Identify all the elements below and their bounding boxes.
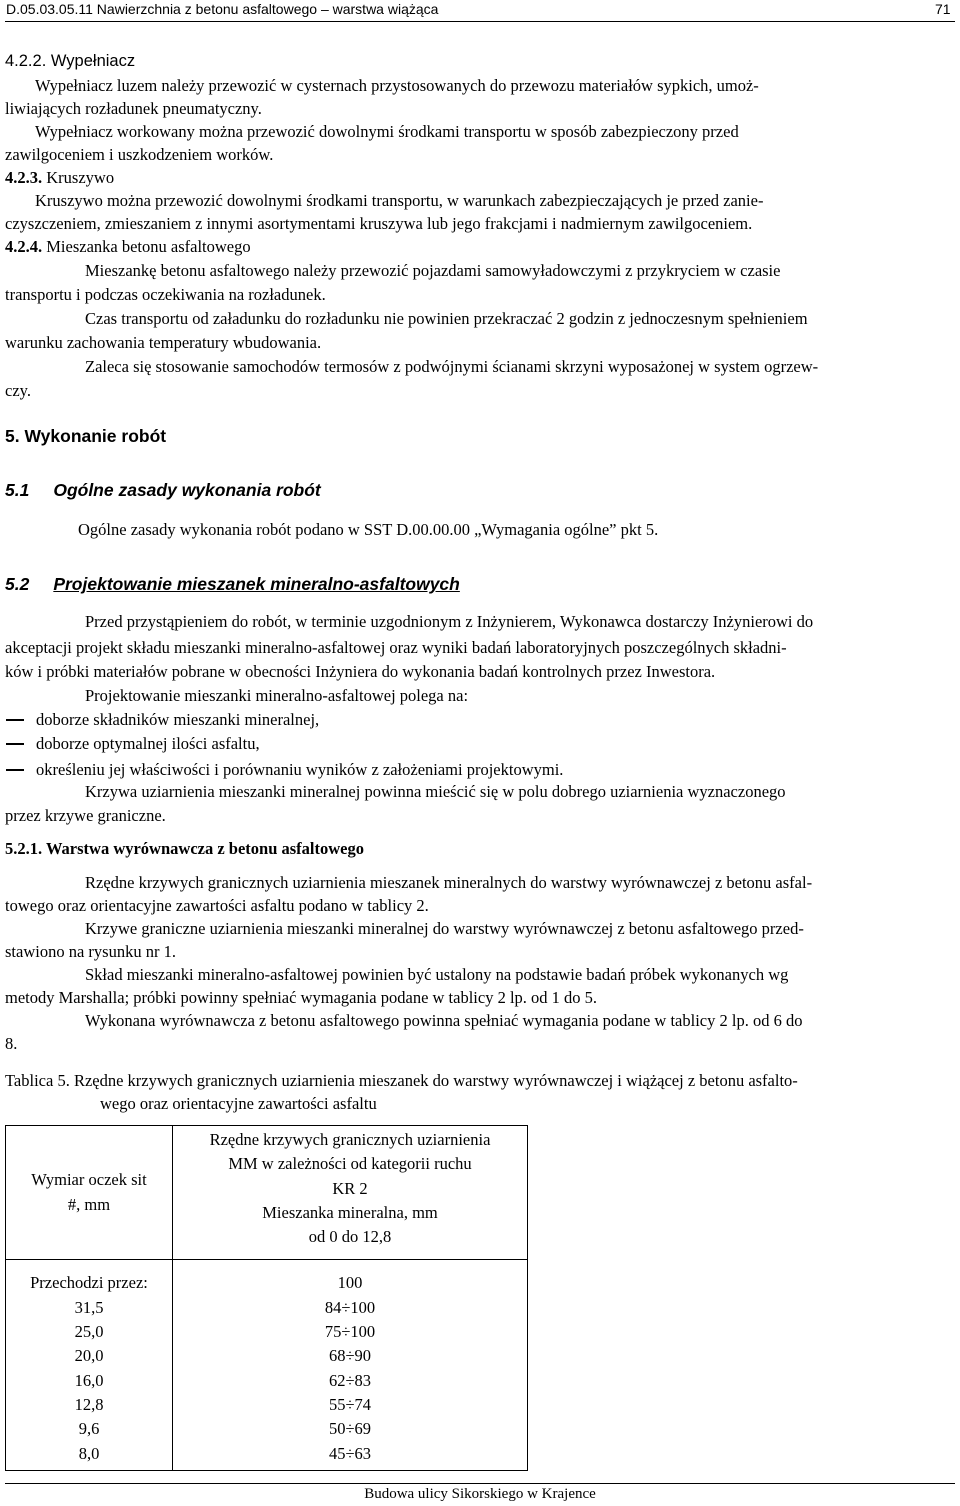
list-item: doborze składników mieszanki mineralnej, [36,710,320,729]
passing-value: 68÷90 [328,1346,372,1366]
paragraph-line: transportu i podczas oczekiwania na rozładunek. [5,285,326,304]
paragraph-line: metody Marshalla; próbki powinny spełniać wymagania podane w tablicy 2 lp. od 1 do 5. [5,988,598,1007]
table-cell-values [173,1260,528,1470]
paragraph-line: Zaleca się stosowanie samochodów termosów z podwójnymi ścianami skrzyni wyposażonej w system ogrzew- [85,357,819,376]
header-rule [5,21,955,22]
paragraph-line: Krzywe graniczne uziarnienia mieszanki mineralnej do warstwy wyrównawczej z betonu asfaltowego przed- [85,919,804,938]
paragraph-line: warunku zachowania temperatury wbudowania. [5,333,322,352]
list-dash [6,769,24,771]
paragraph-line: Wypełniacz workowany można przewozić dowolnymi środkami transportu w sposób zabezpieczony przed [35,122,739,141]
paragraph-line: czy. [5,381,31,400]
sieve-value: 9,6 [78,1419,100,1439]
paragraph-line: stawiono na rysunku nr 1. [5,942,176,961]
section-title: Kruszywo [46,168,115,187]
passing-value: 100 [337,1273,363,1293]
sieve-value: 20,0 [74,1346,104,1366]
section-heading-4-2-3 [5,168,114,187]
table-caption-line: wego oraz orientacyjne zawartości asfaltu [100,1094,377,1113]
table-caption-line: Tablica 5. Rzędne krzywych granicznych uziarnienia mieszanek do warstwy wyrównawczej i wiążącej z betonu asfalto- [5,1071,798,1090]
section-title: Mieszanka betonu asfaltowego [46,237,251,256]
passing-value: 62÷83 [328,1370,372,1390]
list-dash [6,719,24,721]
table-cell-sieves [6,1260,173,1470]
header-text: Rzędne krzywych granicznych uziarnienia [209,1130,491,1149]
passing-value: 75÷100 [324,1322,376,1342]
section-title: Ogólne zasady wykonania robót [53,480,321,500]
paragraph-line: ków i próbki materiałów pobrane w obecności Inżyniera do wykonania badań kontrolnych przez Inwestora. [5,662,716,681]
paragraph-line: Wykonana wyrównawcza z betonu asfaltowego powinna spełniać wymagania podane w tablicy 2 lp. od 6 do [85,1011,803,1030]
paragraph-line: Mieszankę betonu asfaltowego należy przewozić pojazdami samowyładowczymi z przykryciem w czasie [85,261,781,280]
paragraph-line: Kruszywo można przewozić dowolnymi środkami transportu, w warunkach zabezpieczających je przed zanie- [35,191,764,210]
sieve-value: 12,8 [74,1394,104,1414]
section-number: 4.2.4. [5,237,43,256]
section-number: 5.1 [5,480,30,500]
paragraph-line: 8. [5,1034,18,1053]
grading-table [5,1125,528,1471]
passing-value: 50÷69 [328,1419,372,1439]
list-dash [6,743,24,745]
section-heading-4-2-4 [5,237,251,256]
sieve-value: 31,5 [74,1297,104,1317]
section-number: 4.2.3. [5,168,43,187]
sieve-value: 25,0 [74,1322,104,1342]
running-footer: Budowa ulicy Sikorskiego w Krajence [364,1486,596,1502]
table-header-cell-sieve [6,1126,173,1260]
paragraph-line: Wypełniacz luzem należy przewozić w cysternach przystosowanych do przewozu materiałów sypkich, umoż- [35,76,759,95]
header-text: MM w zależności od kategorii ruchu [228,1154,472,1174]
header-text: #, mm [67,1194,111,1214]
passing-value: 45÷63 [328,1443,372,1463]
section-title: Projektowanie mieszanek mineralno-asfaltowych [53,574,460,594]
section-heading-5-2-1: 5.2.1. Warstwa wyrównawcza z betonu asfaltowego [5,839,364,858]
paragraph-line: Czas transportu od załadunku do rozładunku nie powinien przekraczać 2 godzin z jednoczesnym spełnieniem [85,309,808,328]
paragraph-line: czyszczeniem, zmieszaniem z innymi asortymentami kruszywa lub jego frakcjami i nadmiernym zawilgoceniem. [5,214,753,233]
header-text: Mieszanka mineralna, mm [262,1202,438,1222]
section-number: 5.2 [5,574,30,594]
running-header: D.05.03.05.11 Nawierzchnia z betonu asfaltowego – warstwa wiążąca [6,1,439,17]
paragraph-line: Projektowanie mieszanki mineralno-asfaltowej polega na: [85,686,469,705]
section-heading-5-2 [5,575,460,594]
header-text: Wymiar oczek sit [31,1170,147,1190]
paragraph-line: Rzędne krzywych granicznych uziarnienia mieszanek mineralnych do warstwy wyrównawczej z betonu asfal- [85,873,813,892]
header-text: od 0 do 12,8 [308,1227,392,1247]
paragraph-line: Przed przystąpieniem do robót, w terminie uzgodnionym z Inżynierem, Wykonawca dostarczy Inżynierowi do [85,612,814,631]
section-heading-5-1 [5,481,321,500]
header-text: KR 2 [332,1178,368,1198]
table-body-row [6,1260,528,1470]
table-header-row [6,1126,528,1260]
passing-value: 84÷100 [324,1297,376,1317]
paragraph-line: towego oraz orientacyjne zawartości asfaltu podano w tablicy 2. [5,896,429,915]
paragraph-line: Krzywa uziarnienia mieszanki mineralnej powinna mieścić się w polu dobrego uziarnienia wyznaczonego [85,782,786,801]
paragraph-line: akceptacji projekt składu mieszanki mineralno-asfaltowej oraz wyniki badań laboratoryjnych poszczególnych składni- [5,638,787,657]
sieve-value: 8,0 [78,1443,100,1463]
list-item: doborze optymalnej ilości asfaltu, [36,734,260,753]
paragraph-line: liwiających rozładunek pneumatyczny. [5,99,262,118]
table-header-cell-values [173,1126,528,1260]
sieve-value: 16,0 [74,1370,104,1390]
chapter-heading-5: 5. Wykonanie robót [5,426,167,446]
paragraph-line: zawilgoceniem i uszkodzeniem worków. [5,145,274,164]
sieve-label: Przechodzi przez: [30,1273,148,1293]
paragraph-line: Skład mieszanki mineralno-asfaltowej powinien być ustalony na podstawie badań próbek wykonanych wg [85,965,789,984]
page-number: 71 [935,1,951,17]
footer-rule [5,1483,955,1484]
section-heading-4-2-2: 4.2.2. Wypełniacz [5,52,136,70]
list-item: określeniu jej właściwości i porównaniu wyników z założeniami projektowymi. [36,760,564,779]
paragraph-line: Ogólne zasady wykonania robót podano w SST D.00.00.00 „Wymagania ogólne” pkt 5. [78,520,659,539]
paragraph-line: przez krzywe graniczne. [5,806,166,825]
passing-value: 55÷74 [328,1394,372,1414]
